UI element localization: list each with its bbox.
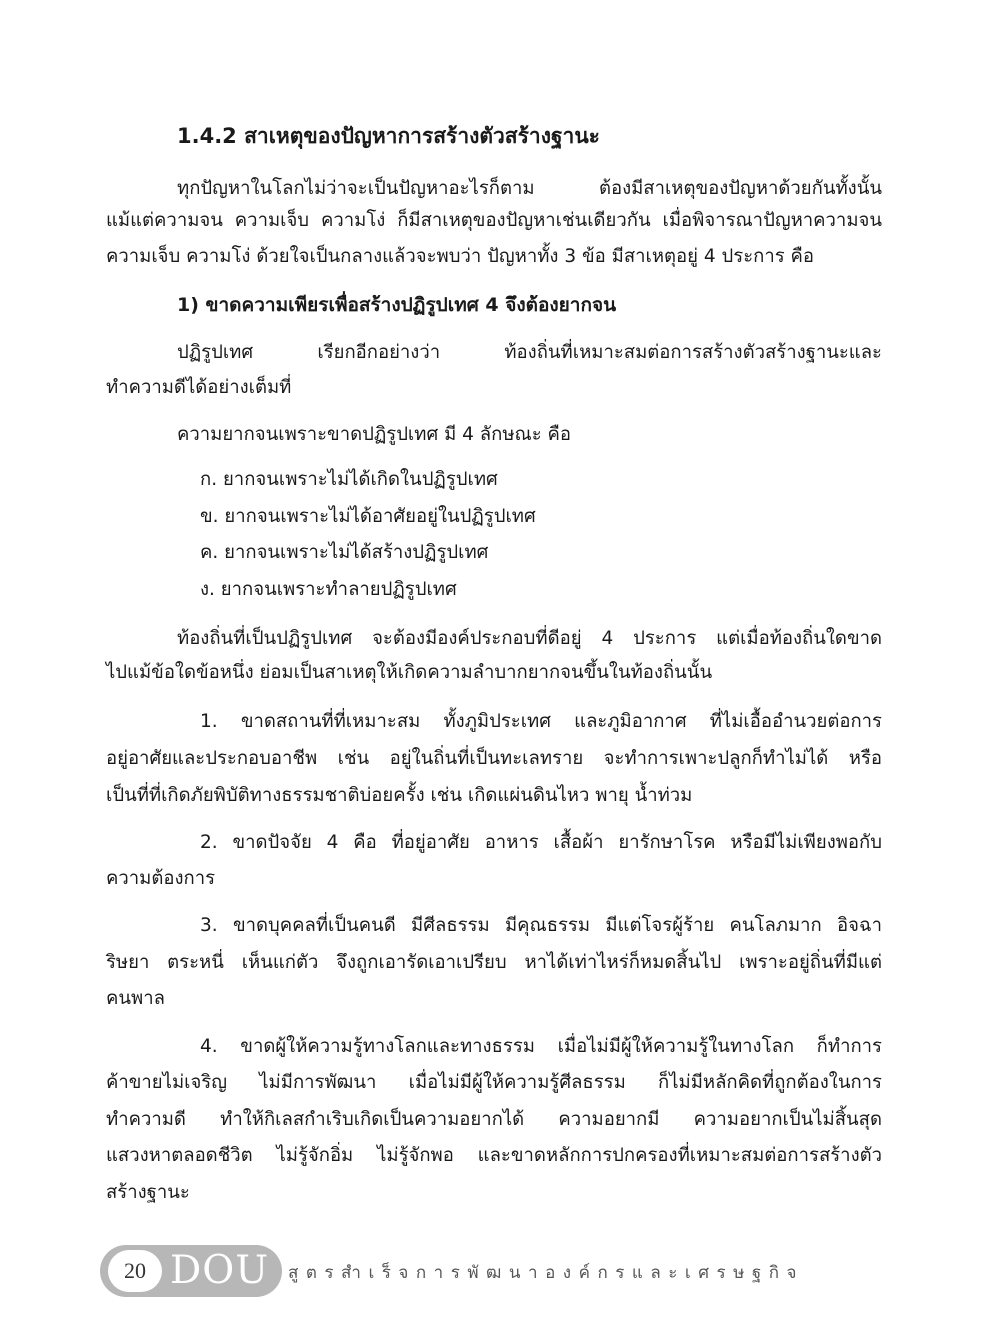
section-heading: 1.4.2 สาเหตุของปัญหาการสร้างตัวสร้างฐานะ xyxy=(177,124,600,148)
poverty-intro: ความยากจนเพราะขาดปฏิรูปเทศ มี 4 ลักษณะ คือ xyxy=(177,424,572,445)
factor-4-line: ค้าขายไม่เจริญ ไม่มีการพัฒนา เมื่อไม่มีผู้ให้ความรู้ศีลธรรม ก็ไม่มีหลักคิดที่ถูกต้องในการ xyxy=(106,1072,882,1093)
factor-1-line: 1. ขาดสถานที่ที่เหมาะสม ทั้งภูมิประเทศ และภูมิอากาศ ที่ไม่เอื้ออำนวยต่อการ xyxy=(200,711,882,732)
factor-3-line: 3. ขาดบุคคลที่เป็นคนดี มีศีลธรรม มีคุณธรรม มีแต่โจรผู้ร้าย คนโลภมาก อิจฉา xyxy=(200,915,882,936)
factor-4-line: ทำความดี ทำให้กิเลสกำเริบเกิดเป็นความอยากได้ ความอยากมี ความอยากเป็นไม่สิ้นสุด xyxy=(106,1109,882,1130)
intro-line: ทุกปัญหาในโลกไม่ว่าจะเป็นปัญหาอะไรก็ตาม ต้องมีสาเหตุของปัญหาด้วยกันทั้งนั้น xyxy=(177,178,882,199)
definition-line: ปฏิรูปเทศ เรียกอีกอย่างว่า ท้องถิ่นที่เหมาะสมต่อการสร้างตัวสร้างฐานะและ xyxy=(177,342,882,363)
definition-line: ทำความดีได้อย่างเต็มที่ xyxy=(106,377,292,398)
intro-line: แม้แต่ความจน ความเจ็บ ความโง่ ก็มีสาเหตุของปัญหาเช่นเดียวกัน เมื่อพิจารณาปัญหาความจน xyxy=(106,210,882,231)
page-number: 20 xyxy=(124,1258,146,1283)
factor-1-line: อยู่อาศัยและประกอบอาชีพ เช่น อยู่ในถิ่นที่เป็นทะเลทราย จะทำการเพาะปลูกก็ทำไม่ได้ หรือ xyxy=(106,748,882,769)
brand-logo: DOU xyxy=(170,1248,270,1293)
series-title: สูตรสำเร็จการพัฒนาองค์กรและเศรษฐกิจ xyxy=(288,1263,804,1283)
factor-4-line: แสวงหาตลอดชีวิต ไม่รู้จักอิ่ม ไม่รู้จักพอ และขาดหลักการปกครองที่เหมาะสมต่อการสร้างตัว xyxy=(106,1145,882,1166)
factor-2-line: ความต้องการ xyxy=(106,868,216,889)
poverty-item: ข. ยากจนเพราะไม่ได้อาศัยอยู่ในปฏิรูปเทศ xyxy=(200,506,536,527)
footer-badge xyxy=(100,1245,282,1297)
factor-4-line: 4. ขาดผู้ให้ความรู้ทางโลกและทางธรรม เมื่อไม่มีผู้ให้ความรู้ในทางโลก ก็ทำการ xyxy=(200,1036,882,1057)
factor-1-line: เป็นที่ที่เกิดภัยพิบัติทางธรรมชาติบ่อยครั้ง เช่น เกิดแผ่นดินไหว พายุ น้ำท่วม xyxy=(106,785,693,806)
factor-2-line: 2. ขาดปัจจัย 4 คือ ที่อยู่อาศัย อาหาร เสื้อผ้า ยารักษาโรค หรือมีไม่เพียงพอกับ xyxy=(200,832,882,853)
poverty-item: ง. ยากจนเพราะทำลายปฏิรูปเทศ xyxy=(200,579,457,600)
intro-line: ความเจ็บ ความโง่ ด้วยใจเป็นกลางแล้วจะพบว่า ปัญหาทั้ง 3 ข้อ มีสาเหตุอยู่ 4 ประการ คือ xyxy=(106,246,815,267)
factor-3-line: คนพาล xyxy=(106,988,165,1009)
factor-3-line: ริษยา ตระหนี่ เห็นแก่ตัว จึงถูกเอารัดเอาเปรียบ หาได้เท่าไหร่ก็หมดสิ้นไป เพราะอยู่ถิ่นที่มีแต่ xyxy=(106,952,882,973)
local-para-line: ไปแม้ข้อใดข้อหนึ่ง ย่อมเป็นสาเหตุให้เกิดความลำบากยากจนขึ้นในท้องถิ่นนั้น xyxy=(106,662,713,683)
subheading: 1) ขาดความเพียรเพื่อสร้างปฏิรูปเทศ 4 จึงต้องยากจน xyxy=(177,294,617,316)
poverty-item: ก. ยากจนเพราะไม่ได้เกิดในปฏิรูปเทศ xyxy=(200,469,498,490)
factor-4-line: สร้างฐานะ xyxy=(106,1182,190,1203)
local-para-line: ท้องถิ่นที่เป็นปฏิรูปเทศ จะต้องมีองค์ประกอบที่ดีอยู่ 4 ประการ แต่เมื่อท้องถิ่นใดขาด xyxy=(177,628,882,649)
poverty-item: ค. ยากจนเพราะไม่ได้สร้างปฏิรูปเทศ xyxy=(200,542,489,563)
